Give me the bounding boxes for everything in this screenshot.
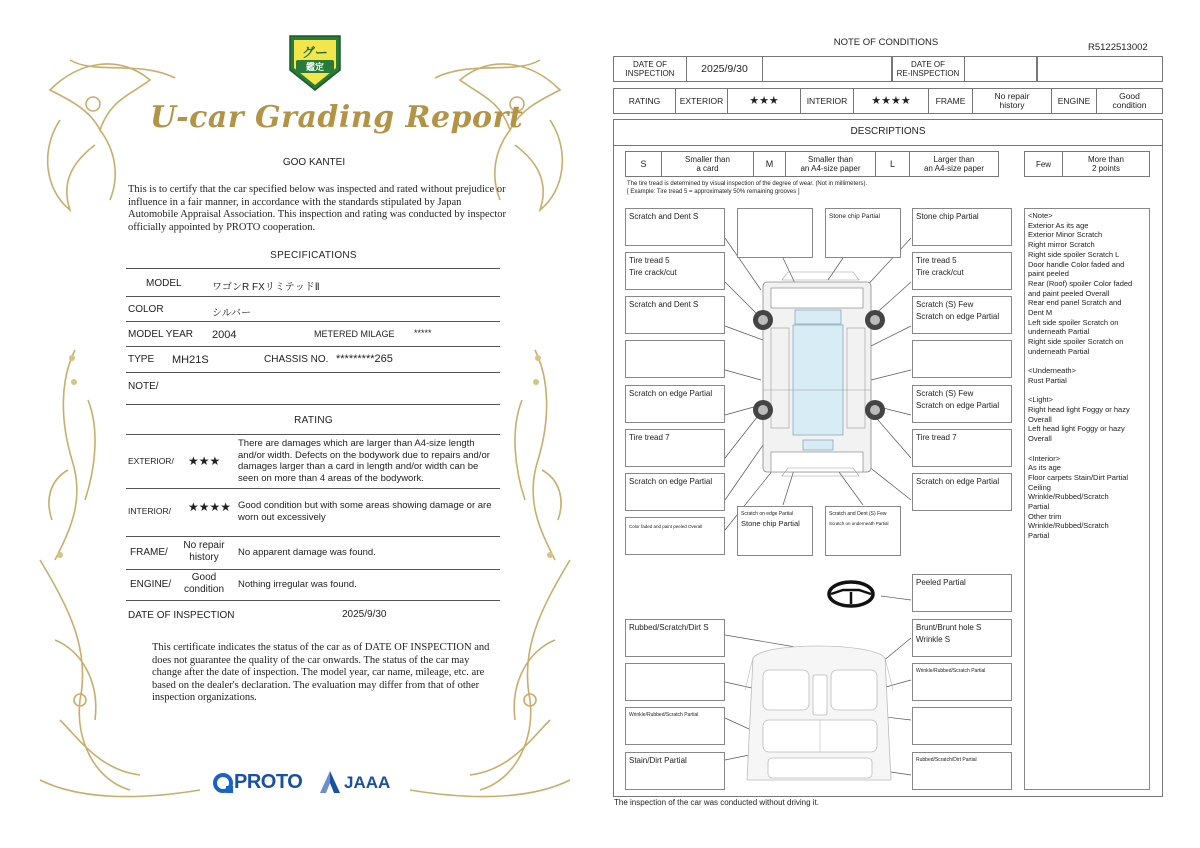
legend-few: Few xyxy=(1025,152,1063,176)
certificate-footer-text: This certificate indicates the status of the car as of DATE OF INSPECTION and does not guarantee the quality of the car onwards. The status of the car may change after the date of inspection. The model year, car name, mileage, etc. are based on the dealer's declaration. The evaluation may differ from that of other inspection organizations. xyxy=(152,642,490,703)
note-label: NOTE/ xyxy=(128,381,159,392)
proto-mark-icon xyxy=(212,772,234,794)
exterior-note-bottom-2 xyxy=(825,506,901,556)
condition-note-line: Rear (Roof) spoiler Color faded xyxy=(1028,278,1133,288)
interior-note-left-1: Rubbed/Scratch/Dirt S xyxy=(625,619,725,657)
exterior-note-left-2-line-1: Tire tread 5 xyxy=(629,256,670,265)
condition-note-line: <Interior> xyxy=(1028,453,1061,463)
exterior-description: There are damages which are larger than A4-size length and/or width. Defects on the bodywork due to repairs and/or damages larger than a card in length and/or width can be seen on more than 4 areas of the bodywork. xyxy=(238,438,490,484)
condition-note-line: Rust Partial xyxy=(1028,375,1067,385)
certificate-subtitle: GOO KANTEI xyxy=(282,157,346,168)
date-of-inspection-label: DATE OF INSPECTION xyxy=(128,610,235,621)
frame-value-line-1: No repair xyxy=(183,540,225,551)
rating-heading: RATING xyxy=(294,415,333,426)
condition-note-line: Exterior As its age xyxy=(1028,220,1089,230)
mileage-value: ***** xyxy=(414,328,432,338)
condition-note-line: Wrinkle/Rubbed/Scratch xyxy=(1028,521,1109,531)
date-of-inspection-label xyxy=(614,57,687,81)
reinspection-value xyxy=(965,57,1038,81)
exterior-note-right-1: Stone chip Partial xyxy=(912,208,1012,246)
exterior-note-right-2-line-1: Tire tread 5 xyxy=(916,256,957,265)
note-footer: The inspection of the car was conducted without driving it. xyxy=(614,798,819,807)
interior-note-right-1-line-1: Brunt/Brunt hole S xyxy=(916,623,982,632)
condition-note-line: Right mirror Scratch xyxy=(1028,240,1095,250)
condition-note-line: Right side spoiler Scratch on xyxy=(1028,337,1124,347)
proto-logo xyxy=(212,770,312,796)
interior-note-steering: Peeled Partial xyxy=(912,574,1012,612)
steering-wheel-icon xyxy=(829,582,873,606)
exterior-note-right-3 xyxy=(912,296,1012,334)
condition-note-line: and paint peeled Overall xyxy=(1028,288,1110,298)
interior-note-left-2 xyxy=(625,663,725,701)
condition-note-line xyxy=(1028,357,1146,367)
exterior-label: EXTERIOR xyxy=(676,89,728,113)
exterior-note-left-7: Scratch on edge Partial xyxy=(625,473,725,511)
frame-label: FRAME/ xyxy=(130,547,168,558)
model-label: MODEL xyxy=(146,278,182,289)
spec-row-year xyxy=(126,321,500,347)
divider xyxy=(613,145,1163,146)
note-title: NOTE OF CONDITIONS xyxy=(833,37,939,48)
condition-note-line: Ceiling xyxy=(1028,482,1051,492)
engine-value-line-2: condition xyxy=(183,584,225,595)
jaaa-logo xyxy=(320,770,400,796)
few-legend xyxy=(1024,151,1150,177)
date-of-inspection-value: 2025/9/30 xyxy=(687,57,763,81)
legend-l-desc-line-1: Larger than xyxy=(933,155,975,164)
condition-note-line: Other trim xyxy=(1028,511,1062,521)
legend-m: M xyxy=(754,152,786,176)
size-legend xyxy=(625,151,999,177)
condition-note-line: Right head light Foggy or hazy xyxy=(1028,405,1130,415)
engine-value xyxy=(180,572,228,596)
model-year-value: 2004 xyxy=(212,329,237,341)
exterior-note-bottom-1 xyxy=(737,506,813,556)
rating-row-exterior xyxy=(126,436,500,489)
condition-note-line xyxy=(1028,386,1146,396)
frame-value xyxy=(973,89,1052,113)
frame-value xyxy=(180,540,228,564)
divider xyxy=(126,434,500,435)
mileage-label: METERED MILAGE xyxy=(314,329,395,339)
engine-description: Nothing irregular was found. xyxy=(238,579,357,590)
exterior-note-bottom-1-line-1: Scratch on edge Partial xyxy=(741,511,793,517)
interior-note-right-3 xyxy=(912,707,1012,745)
condition-note-line: Rear end panel Scratch and xyxy=(1028,298,1122,308)
exterior-note-top-1 xyxy=(737,208,813,258)
exterior-note-right-2-line-2: Tire crack/cut xyxy=(916,268,964,277)
exterior-note-right-5-line-2: Scratch on edge Partial xyxy=(916,401,1000,410)
type-label: TYPE xyxy=(128,354,155,365)
exterior-stars: ★★★ xyxy=(728,89,801,113)
legend-m-desc-line-2: an A4-size paper xyxy=(800,164,861,173)
tire-tread-note xyxy=(627,180,867,196)
condition-note-line: Overall xyxy=(1028,434,1052,444)
reinspection-label-line-1: DATE OF xyxy=(910,60,946,69)
exterior-note-right-4 xyxy=(912,340,1012,378)
exterior-note-right-7: Scratch on edge Partial xyxy=(912,473,1012,511)
exterior-note-left-2 xyxy=(625,252,725,290)
exterior-note-right-2 xyxy=(912,252,1012,290)
chassis-label: CHASSIS NO. xyxy=(264,354,329,365)
legend-s-desc-line-2: a card xyxy=(696,164,719,173)
color-label: COLOR xyxy=(128,304,164,315)
condition-note-line: Left head light Foggy or hazy xyxy=(1028,424,1125,434)
certificate-intro: This is to certify that the car specified below was inspected and rated without prejudice or influence in a fair manner, in accordance with the standards stipulated by Japan Automobile Appraisal Association. This inspection and rating was conducted by inspector officially appointed by PROTO cooperation. xyxy=(128,184,507,233)
interior-stars: ★★★★ xyxy=(854,89,929,113)
condition-note-line: Exterior Minor Scratch xyxy=(1028,230,1103,240)
proto-logo-text: PROTO xyxy=(234,771,303,793)
jaaa-mark-icon xyxy=(320,771,340,795)
interior-note-right-2: Wrinkle/Rubbed/Scratch Partial xyxy=(912,663,1012,701)
exterior-note-right-3-line-2: Scratch on edge Partial xyxy=(916,312,1000,321)
condition-note-line: As its age xyxy=(1028,463,1061,473)
exterior-note-left-6: Tire tread 7 xyxy=(625,429,725,467)
rating-row-engine xyxy=(126,569,500,601)
engine-value-line-1: Good xyxy=(191,572,217,583)
legend-few-desc-line-2: 2 points xyxy=(1091,164,1121,173)
model-value: ワゴンR FXリミテッドⅡ xyxy=(212,282,320,293)
spec-row-note xyxy=(126,372,500,405)
exterior-stars: ★★★ xyxy=(188,454,221,468)
exterior-note-right-3-line-1: Scratch (S) Few xyxy=(916,300,974,309)
frame-value-line-2: history xyxy=(999,100,1025,110)
engine-label: ENGINE xyxy=(1052,89,1097,113)
condition-notes-list xyxy=(1024,208,1150,790)
frame-description: No apparent damage was found. xyxy=(238,547,376,558)
interior-note-right-4: Rubbed/Scratch/Dirt Partial xyxy=(912,752,1012,790)
legend-l: L xyxy=(876,152,910,176)
legend-m-desc-line-1: Smaller than xyxy=(808,155,853,164)
exterior-note-left-4 xyxy=(625,340,725,378)
condition-note-line: Right side spoiler Scratch L xyxy=(1028,249,1120,259)
exterior-note-left-2-line-2: Tire crack/cut xyxy=(629,268,677,277)
rating-row xyxy=(613,88,1163,114)
interior-note-left-4: Stain/Dirt Partial xyxy=(625,752,725,790)
chassis-value: *********265 xyxy=(336,353,393,365)
legend-l-desc xyxy=(910,152,998,176)
date-of-inspection-value: 2025/9/30 xyxy=(342,609,387,620)
goo-kantei-badge xyxy=(286,30,344,92)
legend-s: S xyxy=(626,152,662,176)
rating-label: RATING xyxy=(614,89,676,113)
spec-row-model xyxy=(126,270,500,297)
engine-value-line-2: condition xyxy=(1112,100,1147,110)
legend-s-desc xyxy=(662,152,754,176)
condition-note-line: Partial xyxy=(1028,531,1050,541)
jaaa-logo-text: JAAA xyxy=(344,773,391,792)
legend-l-desc-line-2: an A4-size paper xyxy=(923,164,985,173)
exterior-label: EXTERIOR/ xyxy=(128,456,174,466)
condition-note-line: Floor carpets Stain/Dirt Partial xyxy=(1028,472,1129,482)
interior-description: Good condition but with some areas showing damage or are worn out excessively xyxy=(238,500,492,523)
note-reference-number: R5122513002 xyxy=(1088,42,1148,53)
type-value: MH21S xyxy=(172,354,209,366)
certificate-title: U-car Grading Report xyxy=(150,100,524,135)
interior-stars: ★★★★ xyxy=(188,500,232,514)
interior-note-left-3: Wrinkle/Rubbed/Scratch Partial xyxy=(625,707,725,745)
badge-top-text: グー xyxy=(301,45,328,60)
engine-value-line-1: Good xyxy=(1119,91,1140,101)
condition-note-line: Left side spoiler Scratch on xyxy=(1028,317,1119,327)
interior-note-right-1 xyxy=(912,619,1012,657)
exterior-note-left-5: Scratch on edge Partial xyxy=(625,385,725,423)
date-row xyxy=(613,56,1163,82)
interior-label: INTERIOR xyxy=(801,89,854,113)
descriptions-heading: DESCRIPTIONS xyxy=(850,126,926,137)
condition-note-line: Partial xyxy=(1028,502,1050,512)
exterior-note-bottom-1-line-2: Stone chip Partial xyxy=(741,519,800,528)
frame-value-line-2: history xyxy=(189,552,219,563)
specifications-heading: SPECIFICATIONS xyxy=(270,250,357,261)
exterior-note-left-1: Scratch and Dent S xyxy=(625,208,725,246)
condition-note-line: Dent M xyxy=(1028,308,1053,318)
spec-row-color xyxy=(126,296,500,322)
condition-note-line: <Underneath> xyxy=(1028,366,1076,376)
condition-note-line: Wrinkle/Rubbed/Scratch xyxy=(1028,492,1109,502)
condition-note-line: underneath Partial xyxy=(1028,346,1090,356)
exterior-note-right-5 xyxy=(912,385,1012,423)
reinspection-label-line-2: RE-INSPECTION xyxy=(896,69,960,78)
frame-value-line-1: No repair xyxy=(994,91,1030,101)
interior-label: INTERIOR/ xyxy=(128,506,171,516)
legend-s-desc-line-1: Smaller than xyxy=(685,155,730,164)
legend-few-desc-line-1: More than xyxy=(1087,155,1125,164)
empty-cell xyxy=(763,57,893,81)
legend-few-desc xyxy=(1063,152,1149,176)
divider xyxy=(126,268,500,269)
condition-note-line: paint peeled xyxy=(1028,269,1069,279)
exterior-note-top-2: Stone chip Partial xyxy=(825,208,901,258)
condition-note-line: Overall xyxy=(1028,414,1052,424)
tire-note-line-2: [ Example: Tire tread 5 = approximately 50% remaining grooves ] xyxy=(627,189,800,195)
exterior-note-bottom-2-line-1: Scratch and Dent (S) Few xyxy=(829,511,887,517)
model-year-label: MODEL YEAR xyxy=(128,329,194,340)
condition-note-line: underneath Partial xyxy=(1028,327,1090,337)
condition-note-line: Door handle Color faded and xyxy=(1028,259,1125,269)
tire-note-line-1: The tire tread is determined by visual inspection of the degree of wear. (Not in millimeters). xyxy=(627,181,868,187)
frame-label: FRAME xyxy=(929,89,973,113)
spec-row-type xyxy=(126,346,500,373)
exterior-note-bottom-2-line-2: Scratch on underneath Partial xyxy=(829,521,889,526)
rating-row-frame xyxy=(126,536,500,570)
rating-row-date xyxy=(126,600,500,626)
condition-note-line xyxy=(1028,444,1146,454)
reinspection-label xyxy=(891,57,965,81)
engine-value xyxy=(1097,89,1162,113)
exterior-note-left-8: Color faded and paint peeled Overall xyxy=(625,517,725,555)
legend-m-desc xyxy=(786,152,876,176)
doi-label-line-2: INSPECTION xyxy=(625,69,675,78)
badge-bottom-text: 鑑定 xyxy=(296,60,334,73)
interior-note-right-1-line-2: Wrinkle S xyxy=(916,635,951,644)
exterior-note-left-3: Scratch and Dent S xyxy=(625,296,725,334)
engine-label: ENGINE/ xyxy=(130,579,172,590)
doi-label-line-1: DATE OF xyxy=(632,60,668,69)
condition-note-line: <Note> xyxy=(1028,211,1053,220)
exterior-note-right-5-line-1: Scratch (S) Few xyxy=(916,389,974,398)
rating-row-interior xyxy=(126,488,500,537)
condition-note-line: <Light> xyxy=(1028,395,1054,405)
exterior-note-right-6: Tire tread 7 xyxy=(912,429,1012,467)
color-value: シルバー xyxy=(212,308,252,319)
